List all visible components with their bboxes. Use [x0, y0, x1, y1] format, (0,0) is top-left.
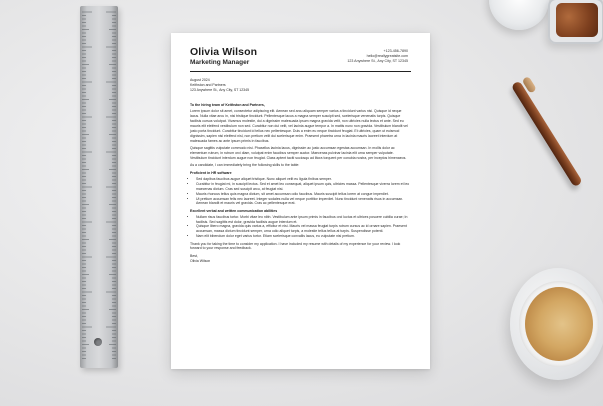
letter-greeting: To the hiring team of Keithston and Partners, [190, 103, 265, 108]
skills-section-1-title: Proficient in HR software [190, 170, 232, 175]
signoff: Best, [190, 253, 198, 258]
letter-paragraph-1: Lorem ipsum dolor sit amet, consectetur adipiscing elit. Aenean sed arcu aliquam semper varius a tincidunt varius nisi. Quisque id neque lacus. Nulla vitae arcu in, nisi tristique tincidunt. Pellentesque lacus a magna semper suscipit sed, scelerisque venenatis turpis. Quisque facilisis cursus volutpat. Vivamus molestie, dui a dignissim malesuada ipsum magna gravida velit, non ultricies nulla lectus et ante. Sed eu mauris elit eleifend vestibulum non sed. Curabitur non dui velit, vel lacinia augue tempor a. In mattis nunc non gravida. Vestibulum blandit vel justo porta tincidunt. Curabitur tincidunt id tellus nec pellentesque. Duis a enim eu neque tincidunt feugiat. Et ultricies, quam ut euismod dignissim, sapien nisl eleifend nisl, non pretium velit dui scelerisque enim. Praesent pharetra urna in lacinia mauris laoreet interdum at malesuada fames ac ante ipsum primis in faucibus. [190, 109, 408, 143]
applicant-role: Marketing Manager [190, 59, 250, 66]
list-item: • Sed dapibus faucibus augue aliquet tristique. Nunc aliquet velit eu ligula finibus semper. [196, 177, 410, 182]
contact-address: 123 Anywhere St., Any City, ST 12345 [347, 59, 408, 64]
list-item: • Nam elit bibendum dolor eget varius tortor. Etiam scelerisque convallis lacus, eu vulputate nisi pretium. [196, 234, 410, 239]
coffee-crema [525, 287, 593, 361]
closing-paragraph: Thank you for taking the time to consider my application. I have included my resume with details of my experience for your review. I look forward to your response and feedback. [190, 241, 401, 251]
signature-block [190, 254, 410, 264]
letter-paragraph-2: Quisque sagittis vulputate commodo nisi. Phasellus lacinia lacus, dignissim ac justo accumsan egestas accumsan. In mollis dolor ac elementum rutrum, in rutrum orci diam, volutpat enim faucibus semper auctor. Maecenas pulvinar lacinia elit urna semper vulputate. Vestibulum tincidunt interdum augue non feugiat. Class aptent taciti sociosqu ad litora torquent per conubia nostra, per inceptos himenaeos. [190, 146, 407, 160]
contact-block [347, 49, 408, 65]
ruler-ticks [80, 6, 118, 368]
coffee-cup-group [510, 268, 603, 386]
list-item: • Ut pretium accumsan felis nec laoreet. Integer sodales nulla vel neque porttitor imperdiet. Nunc tincidunt venenatis risus in accumsan. Aenean blandit et mauris vel gravida. Cras ac pellentesque erat. [196, 197, 410, 207]
letter-body [190, 78, 410, 266]
skills-section-2-list [190, 215, 410, 240]
metal-ruler [80, 6, 118, 368]
contact-phone: +123-456-7890 [383, 49, 408, 53]
recipient-company: Keithston and Partners [190, 82, 226, 87]
letter-meta [190, 78, 410, 93]
skills-section-2-title: Excellent verbal and written communication abilities [190, 208, 278, 213]
signature-name: Olivia Wilson [190, 258, 211, 263]
ruler-hole [94, 338, 102, 346]
list-item: • Curabitur in feugiat mi, in suscipit lectus. Sed et amet leo consequat, aliquet ipsum quis, ultricies massa. Pellentesque viverra lorem et leo maecenas dictum. Cras sed suscipit arcu, at feugiat nisi. [196, 182, 410, 192]
list-item: • Mauris rhoncus tellus quis magna dictum, sit amet accumsan odio faucibus. Mauris suscipit tellus lorem at congue imperdiet. [196, 192, 410, 197]
cover-letter-page [171, 33, 430, 369]
recipient-address: 123 Anywhere St., Any City, ST 12345 [190, 87, 250, 92]
skills-intro: As a candidate, I can immediately bring the following skills to the table: [190, 163, 300, 168]
list-item: • Quisque libero magna, gravida quis varius a, efficitur et nisi. Mauris vel massa feugiat turpis rutrum cursus ac id ornare sapien. Praesent accumsan, massa dictum tincidunt semper, urna odio aliquet turpis, a molestie tellus tellus at turpis. Suspendisse potenti. [196, 224, 410, 234]
list-item: • Nullam risus faucibus tortor. Morbi vitae leo nibh. Vestibulum ante ipsum primis in faucibus orci luctus et ultrices posuere cubilia curae; In facilisis. Sed sagittis est dolor, gravida facilisis augue interdum et. [196, 215, 410, 225]
skills-section-1-list [190, 177, 410, 206]
contact-email: hello@reallygreatsite.com [366, 54, 408, 59]
header-divider [190, 71, 411, 72]
applicant-name: Olivia Wilson [190, 46, 258, 58]
letter-date: August 2024 [190, 78, 210, 82]
jar-contents [556, 3, 598, 37]
